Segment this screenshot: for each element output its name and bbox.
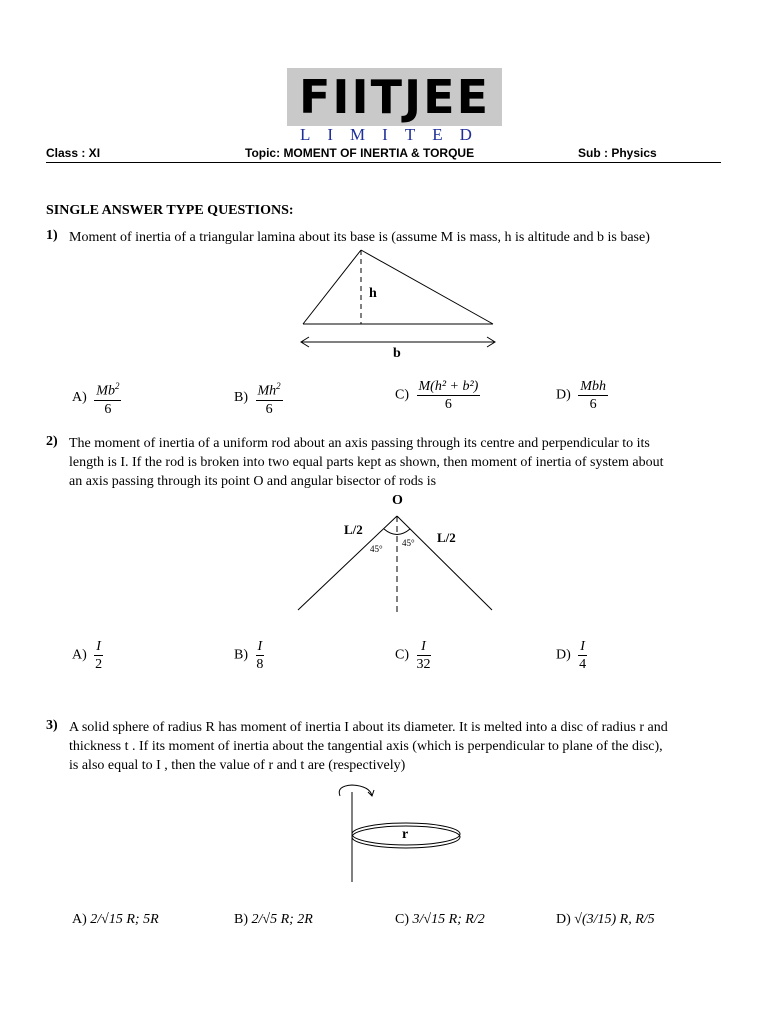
topic-label: Topic: MOMENT OF INERTIA & TORQUE (245, 146, 475, 160)
question-1-text: Moment of inertia of a triangular lamina about its base is (assume M is mass, h is altitude and b is base) (69, 230, 650, 245)
question-3-number: 3) (46, 718, 58, 733)
disc-figure (330, 780, 470, 884)
q3-option-c[interactable]: C) 3/√15 R; R/2 (395, 912, 485, 927)
bent-rod-figure (292, 488, 502, 620)
q2-option-d[interactable]: D) $\frac{I}{4}$ (556, 639, 587, 672)
label-right-length: L/2 (437, 530, 456, 545)
label-right-angle: 45° (402, 538, 415, 548)
q1-option-a[interactable]: A) $\frac{Mb^2}{6}$ (72, 378, 121, 418)
label-r: r (402, 827, 409, 842)
label-h: h (369, 286, 377, 301)
q1-option-c[interactable]: C) $\frac{\text{M(h² + b²)}}{6}$ (395, 379, 479, 412)
q2-option-a[interactable]: A) $\frac{I}{2}$ (72, 639, 103, 672)
triangle-figure (295, 242, 505, 364)
q2-option-c[interactable]: C) $\frac{I}{32}$ (395, 639, 431, 672)
logo-subtitle: LIMITED (300, 125, 489, 144)
class-label: Class : XI (46, 146, 101, 160)
question-1-number: 1) (46, 228, 58, 243)
subject-label: Sub : Physics (578, 146, 657, 160)
q1-option-b[interactable]: B) $\frac{Mh^2}{6}$ (234, 378, 283, 418)
label-left-length: L/2 (344, 522, 363, 537)
question-2-number: 2) (46, 434, 58, 449)
label-o: O (392, 493, 403, 508)
q3-option-b[interactable]: B) 2/√5 R; 2R (234, 912, 313, 927)
question-2-text: The moment of inertia of a uniform rod about an axis passing through its centre and perpendicular to its length is I. If the rod is broken into two equal parts kept as shown, then moment of inertia of system about an axis passing through its point O and angular bisector of rods is (69, 436, 664, 489)
q2-option-b[interactable]: B) $\frac{I}{8}$ (234, 639, 264, 672)
q3-option-d[interactable]: D) √(3/15) R, R/5 (556, 912, 655, 927)
logo: FIITJEE (299, 70, 490, 124)
q1-option-d[interactable]: D) $\frac{\text{Mbh}}{6}$ (556, 379, 606, 412)
section-title: SINGLE ANSWER TYPE QUESTIONS: (46, 203, 294, 218)
q3-option-a[interactable]: A) 2/√15 R; 5R (72, 912, 159, 927)
label-left-angle: 45° (370, 544, 383, 554)
label-b: b (393, 346, 401, 361)
question-3-text: A solid sphere of radius R has moment of inertia I about its diameter. It is melted into a disc of radius r and thickness t . If its moment of inertia about the tangential axis (which is perpendicular to plane of the disc), is also equal to I , then the value of r and t are (respectively) (69, 720, 668, 773)
header-divider (46, 162, 721, 163)
